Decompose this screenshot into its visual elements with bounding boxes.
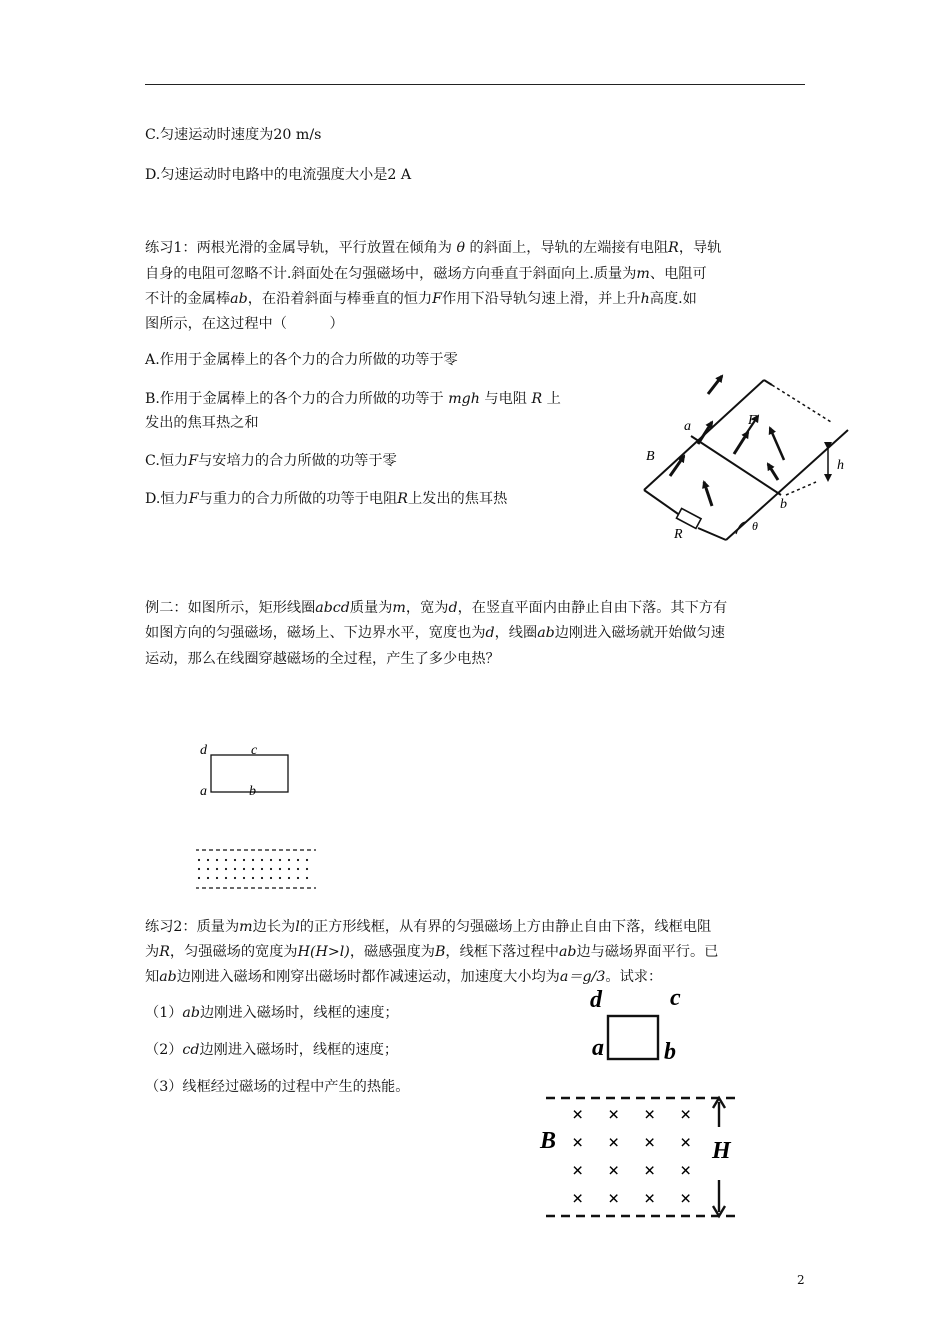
- field-dot: [243, 859, 245, 861]
- pr2-line-3: 知ab边刚进入磁场和刚穿出磁场时都作减速运动，加速度大小均为a＝g/3。试求：: [145, 969, 663, 985]
- fig1-label-F: F: [748, 413, 757, 428]
- pr2-question-2: （2）cd边刚进入磁场时，线框的速度；: [145, 1042, 399, 1058]
- pr2-question-1: （1）ab边刚进入磁场时，线框的速度；: [145, 1005, 399, 1021]
- field-dot: [297, 877, 299, 879]
- incline-rails-figure: [636, 372, 858, 550]
- field-cross: ×: [572, 1132, 584, 1154]
- field-dot: [279, 868, 281, 870]
- field-cross: ×: [680, 1160, 692, 1182]
- fig2-label-b: b: [249, 784, 256, 799]
- fig3-label-B: B: [540, 1128, 557, 1154]
- field-dot: [207, 859, 209, 861]
- field-dot: [234, 868, 236, 870]
- field-dot: [225, 877, 227, 879]
- field-dot: [306, 859, 308, 861]
- resistor: [676, 508, 701, 528]
- field-cross: ×: [644, 1104, 656, 1126]
- square-frame-figure: [536, 982, 748, 1222]
- field-dot: [261, 877, 263, 879]
- field-dot: [297, 868, 299, 870]
- fig2-label-c: c: [251, 743, 258, 758]
- field-dot: [198, 868, 200, 870]
- field-dot: [306, 868, 308, 870]
- fig1-label-theta: θ: [752, 519, 758, 533]
- ex1-option-b-1: B.作用于金属棒上的各个力的合力所做的功等于 mgh 与电阻 R 上: [145, 391, 561, 407]
- page-number: 2: [797, 1273, 805, 1287]
- ex2-line-3: 运动，那么在线圈穿越磁场的全过程，产生了多少电热？: [145, 651, 500, 667]
- field-cross: ×: [680, 1104, 692, 1126]
- field-cross: ×: [572, 1104, 584, 1126]
- field-dot: [261, 859, 263, 861]
- field-dot: [279, 877, 281, 879]
- ex1-option-b-2: 发出的焦耳热之和: [145, 415, 259, 431]
- field-dot: [243, 868, 245, 870]
- field-cross: ×: [572, 1188, 584, 1210]
- field-dot: [288, 859, 290, 861]
- option-d-top: D.匀速运动时电路中的电流强度大小是2 A: [145, 167, 412, 183]
- field-dot: [243, 877, 245, 879]
- header-rule: [145, 84, 805, 85]
- option-c-top: C.匀速运动时速度为20 m/s: [145, 127, 322, 143]
- ex2-line-2: 如图方向的匀强磁场，磁场上、下边界水平，宽度也为d，线圈ab边刚进入磁场就开始做匀速: [145, 625, 725, 641]
- field-dot: [225, 859, 227, 861]
- fig1-label-b: b: [780, 497, 787, 512]
- magnetic-field-crosses: [572, 1104, 691, 1210]
- field-dot: [252, 859, 254, 861]
- fig2-label-a: a: [200, 784, 207, 799]
- fig3-label-H: H: [712, 1138, 731, 1164]
- field-dot: [207, 868, 209, 870]
- ex1-line-3: 不计的金属棒ab，在沿着斜面与棒垂直的恒力F作用下沿导轨匀速上滑，并上升h高度.如: [145, 291, 697, 307]
- field-cross: ×: [608, 1188, 620, 1210]
- fig3-label-d: d: [590, 987, 602, 1013]
- field-dot: [297, 859, 299, 861]
- fig3-label-a: a: [592, 1035, 604, 1061]
- field-dot: [216, 877, 218, 879]
- square-frame: [608, 1016, 658, 1059]
- field-dot: [216, 859, 218, 861]
- field-cross: ×: [608, 1132, 620, 1154]
- field-dot: [288, 877, 290, 879]
- field-dot: [270, 868, 272, 870]
- field-dot: [234, 877, 236, 879]
- field-dot: [198, 877, 200, 879]
- ex2-line-1: 例二：如图所示，矩形线圈abcd质量为m，宽为d，在竖直平面内由静止自由下落。其下方有: [145, 600, 728, 616]
- field-dot: [198, 859, 200, 861]
- field-cross: ×: [608, 1104, 620, 1126]
- coil-field-figure: [196, 738, 322, 896]
- ex1-option-d: D.恒力F与重力的合力所做的功等于电阻R上发出的焦耳热: [145, 491, 508, 507]
- ex1-option-c: C.恒力F与安培力的合力所做的功等于零: [145, 453, 397, 469]
- fig1-label-B: B: [646, 449, 655, 464]
- field-cross: ×: [572, 1160, 584, 1182]
- field-dot: [306, 877, 308, 879]
- field-dot: [261, 868, 263, 870]
- pr2-question-3: （3）线框经过磁场的过程中产生的热能。: [145, 1079, 410, 1095]
- ex1-line-1: 练习1：两根光滑的金属导轨，平行放置在倾角为 θ 的斜面上，导轨的左端接有电阻R，导轨: [145, 240, 722, 256]
- field-dot: [270, 877, 272, 879]
- fig1-label-R: R: [674, 527, 683, 542]
- pr2-line-1: 练习2：质量为m边长为l的正方形线框，从有界的匀强磁场上方由静止自由下落，线框电阻: [145, 919, 712, 935]
- ex1-line-4: 图所示，在这过程中（ ）: [145, 316, 344, 332]
- pr2-line-2: 为R，匀强磁场的宽度为H(H>l)，磁感强度为B，线框下落过程中ab边与磁场界面平行。已: [145, 944, 719, 960]
- field-dot: [216, 868, 218, 870]
- field-cross: ×: [608, 1160, 620, 1182]
- magnetic-field-dots: [196, 850, 316, 888]
- field-dot: [252, 868, 254, 870]
- field-dot: [270, 859, 272, 861]
- field-dot: [234, 859, 236, 861]
- field-dot: [207, 877, 209, 879]
- field-dot: [225, 868, 227, 870]
- field-cross: ×: [644, 1132, 656, 1154]
- field-cross: ×: [644, 1160, 656, 1182]
- fig2-label-d: d: [200, 743, 207, 758]
- field-dot: [252, 877, 254, 879]
- field-cross: ×: [680, 1132, 692, 1154]
- ex1-option-a: A.作用于金属棒上的各个力的合力所做的功等于零: [145, 352, 458, 368]
- fig1-label-h: h: [837, 458, 844, 473]
- fig1-label-a: a: [684, 419, 691, 434]
- field-dot: [279, 859, 281, 861]
- field-cross: ×: [680, 1188, 692, 1210]
- ex1-line-2: 自身的电阻可忽略不计.斜面处在匀强磁场中，磁场方向垂直于斜面向上.质量为m、电阻可: [145, 266, 707, 282]
- fig3-label-b: b: [664, 1039, 676, 1065]
- fig3-label-c: c: [670, 985, 681, 1011]
- field-dot: [288, 868, 290, 870]
- field-cross: ×: [644, 1188, 656, 1210]
